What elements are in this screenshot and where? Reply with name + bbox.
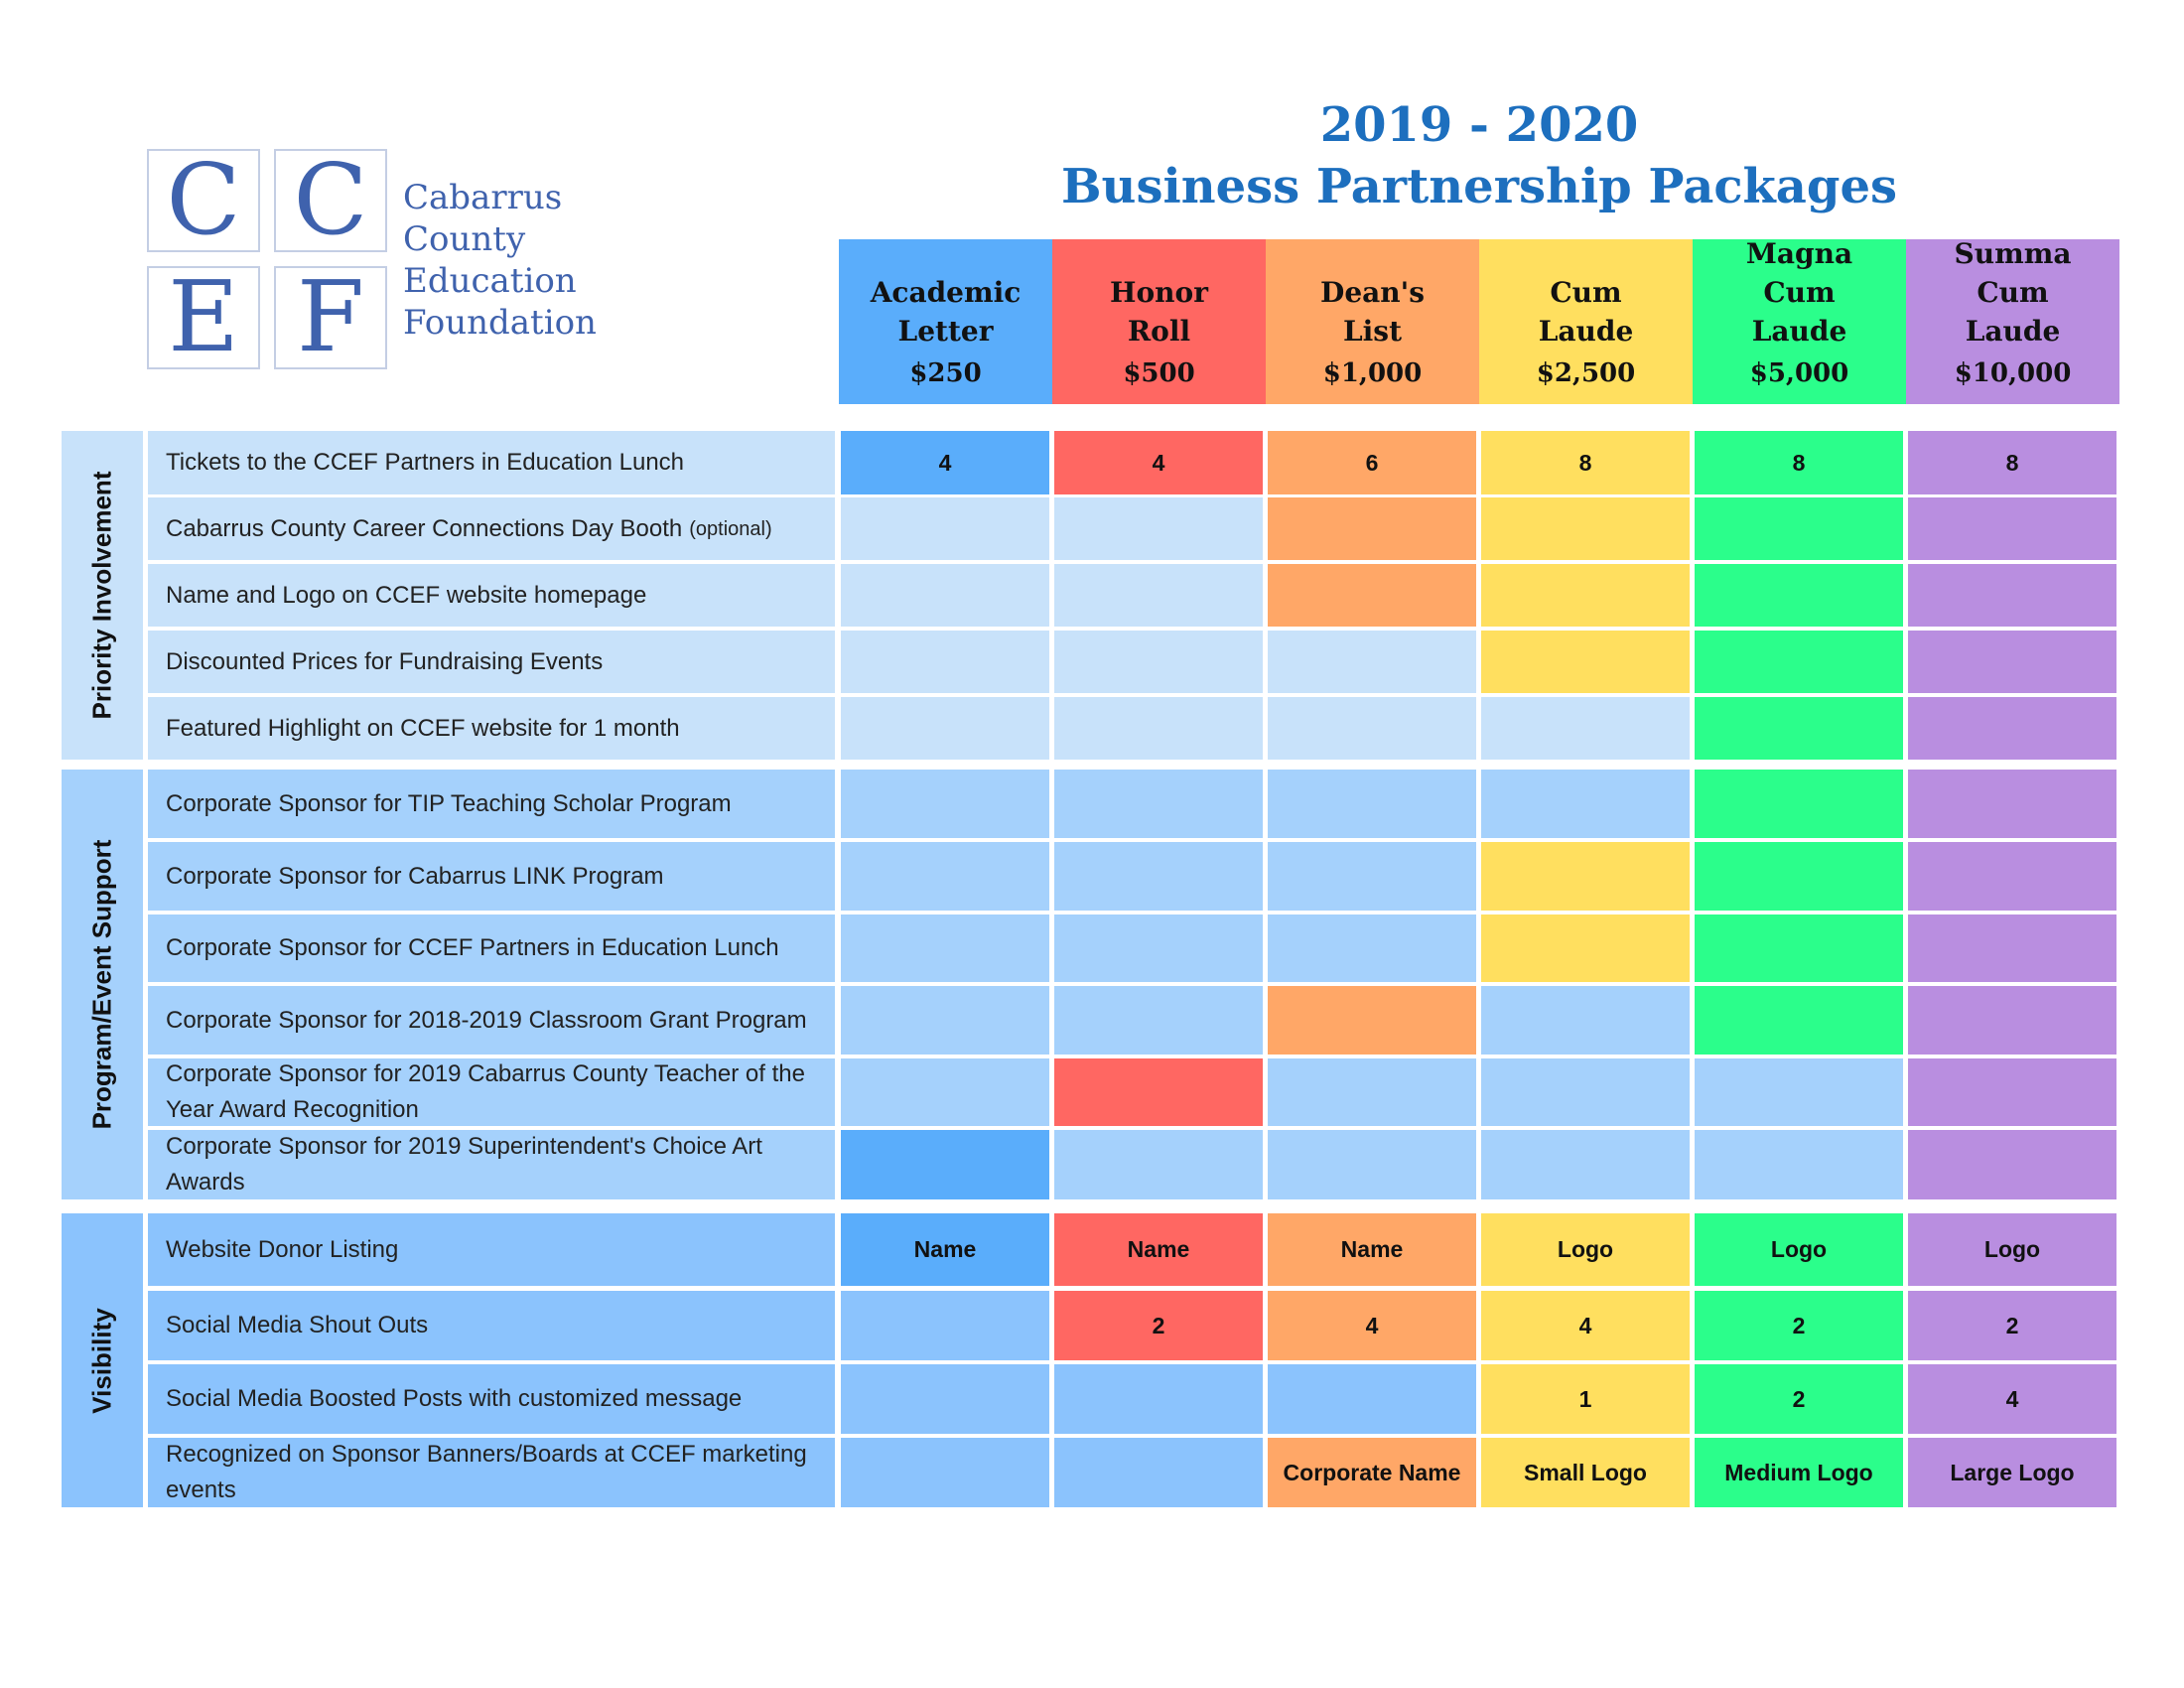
benefit-cell-included: Logo bbox=[1481, 1213, 1690, 1286]
benefit-cell-included bbox=[1695, 986, 1903, 1055]
benefit-cell-included bbox=[1908, 914, 2116, 982]
benefit-cell-included bbox=[1268, 497, 1476, 560]
benefit-cell-empty bbox=[1054, 631, 1263, 693]
benefit-label bbox=[148, 697, 835, 760]
benefit-cell-included: 1 bbox=[1481, 1364, 1690, 1434]
benefit-cell-empty bbox=[841, 631, 1049, 693]
benefit-label-text: Discounted Prices for Fundraising Events bbox=[166, 647, 604, 675]
benefit-cell-included: 8 bbox=[1481, 431, 1690, 494]
tier-name: Academic Letter bbox=[870, 276, 1022, 348]
benefit-label bbox=[148, 564, 835, 627]
benefit-cell-empty bbox=[841, 1291, 1049, 1360]
page-title-years: 2019 - 2020 bbox=[1319, 97, 1639, 153]
benefit-label bbox=[148, 431, 835, 494]
benefit-cell-empty bbox=[1481, 1058, 1690, 1126]
benefit-cell-empty bbox=[841, 914, 1049, 982]
benefit-cell-empty bbox=[1695, 1130, 1903, 1199]
benefit-cell-included bbox=[1908, 1058, 2116, 1126]
benefit-label-text: Name and Logo on CCEF website homepage bbox=[166, 581, 647, 609]
benefit-cell-included: 2 bbox=[1695, 1364, 1903, 1434]
benefit-label bbox=[148, 1213, 835, 1286]
benefit-cell-included: 4 bbox=[841, 431, 1049, 494]
benefit-label-text: Social Media Shout Outs bbox=[166, 1312, 429, 1338]
benefit-cell-included: 8 bbox=[1908, 431, 2116, 494]
section-label-1 bbox=[62, 770, 143, 1199]
benefit-cell-included: Large Logo bbox=[1908, 1438, 2116, 1507]
benefit-cell-empty bbox=[1054, 986, 1263, 1055]
benefit-cell-empty bbox=[841, 1364, 1049, 1434]
ccef-logo bbox=[147, 144, 614, 374]
benefit-label-text: Recognized on Sponsor Banners/Boards at CCEF marketing events bbox=[166, 1441, 807, 1503]
benefit-cell-empty bbox=[1268, 770, 1476, 838]
benefit-cell-included bbox=[1695, 697, 1903, 760]
benefit-cell-included bbox=[1695, 914, 1903, 982]
benefit-label-note: (optional) bbox=[689, 517, 772, 540]
tier-price: $250 bbox=[909, 358, 982, 388]
benefit-cell-empty bbox=[841, 1058, 1049, 1126]
benefit-cell-empty bbox=[1481, 697, 1690, 760]
tier-header-2 bbox=[1266, 239, 1479, 404]
tier-name: Cum Laude bbox=[1538, 276, 1634, 348]
logo-letter-c2: C bbox=[274, 149, 387, 252]
benefit-cell-included: Small Logo bbox=[1481, 1438, 1690, 1507]
benefit-cell-empty bbox=[1268, 631, 1476, 693]
tier-price: $1,000 bbox=[1322, 358, 1423, 388]
benefit-cell-included bbox=[1908, 1130, 2116, 1199]
section-title: Visibility bbox=[86, 1307, 117, 1414]
benefit-cell-included bbox=[841, 1130, 1049, 1199]
benefit-cell-included bbox=[1695, 497, 1903, 560]
benefit-cell-included: 2 bbox=[1054, 1291, 1263, 1360]
benefit-cell-empty bbox=[1268, 1130, 1476, 1199]
benefit-cell-included: 6 bbox=[1268, 431, 1476, 494]
benefit-label-text: Corporate Sponsor for TIP Teaching Scholar Program bbox=[166, 789, 732, 817]
benefit-label bbox=[148, 914, 835, 982]
benefit-label-text: Corporate Sponsor for 2019 Cabarrus County Teacher of the Year Award Recognition bbox=[166, 1060, 805, 1123]
tier-header-0 bbox=[839, 239, 1052, 404]
benefit-label bbox=[148, 1438, 835, 1507]
benefit-cell-empty bbox=[1268, 1364, 1476, 1434]
benefit-cell-empty bbox=[1268, 697, 1476, 760]
benefit-cell-included bbox=[1481, 914, 1690, 982]
benefit-cell-empty bbox=[1054, 914, 1263, 982]
tier-name: Summa Cum Laude bbox=[1954, 237, 2072, 348]
benefit-cell-included: Name bbox=[841, 1213, 1049, 1286]
benefit-cell-included: Logo bbox=[1908, 1213, 2116, 1286]
benefit-cell-included bbox=[1481, 842, 1690, 911]
benefit-cell-included bbox=[1695, 770, 1903, 838]
benefit-label bbox=[148, 497, 835, 560]
benefit-cell-included bbox=[1268, 564, 1476, 627]
benefit-cell-empty bbox=[1054, 1130, 1263, 1199]
benefit-label bbox=[148, 1291, 835, 1360]
benefit-cell-empty bbox=[1054, 842, 1263, 911]
benefit-cell-empty bbox=[841, 697, 1049, 760]
logo-word-foundation: Foundation bbox=[403, 303, 597, 343]
benefit-label-text: Website Donor Listing bbox=[166, 1235, 399, 1263]
benefit-cell-empty bbox=[841, 564, 1049, 627]
tier-header-5 bbox=[1906, 239, 2119, 404]
benefit-label bbox=[148, 986, 835, 1055]
section-title: Program/Event Support bbox=[86, 839, 117, 1130]
benefit-label-text: Corporate Sponsor for Cabarrus LINK Program bbox=[166, 862, 664, 890]
benefit-cell-included: Medium Logo bbox=[1695, 1438, 1903, 1507]
logo-word-education: Education bbox=[403, 261, 577, 301]
benefit-cell-empty bbox=[1481, 986, 1690, 1055]
benefit-label bbox=[148, 770, 835, 838]
benefit-label-text: Tickets to the CCEF Partners in Education Lunch bbox=[166, 449, 685, 476]
benefit-cell-included bbox=[1908, 842, 2116, 911]
tier-price: $5,000 bbox=[1749, 358, 1849, 388]
page-title: Business Partnership Packages bbox=[1060, 159, 1898, 214]
section-label-0 bbox=[62, 431, 143, 760]
benefit-cell-included bbox=[1268, 986, 1476, 1055]
benefit-cell-included bbox=[1054, 1058, 1263, 1126]
benefit-cell-included: Name bbox=[1054, 1213, 1263, 1286]
benefit-cell-empty bbox=[841, 497, 1049, 560]
tier-header-1 bbox=[1052, 239, 1266, 404]
logo-letter-f: F bbox=[274, 266, 387, 369]
section-title: Priority Involvement bbox=[86, 471, 117, 720]
tier-header-4 bbox=[1693, 239, 1906, 404]
benefit-label-text: Cabarrus County Career Connections Day Booth bbox=[166, 514, 683, 542]
benefit-label bbox=[148, 1130, 835, 1199]
benefit-cell-empty bbox=[1481, 1130, 1690, 1199]
benefit-cell-included: Name bbox=[1268, 1213, 1476, 1286]
benefit-label-text: Featured Highlight on CCEF website for 1 month bbox=[166, 714, 680, 742]
tier-name: Dean's List bbox=[1320, 276, 1425, 348]
benefit-cell-included bbox=[1481, 631, 1690, 693]
benefit-cell-included bbox=[1695, 631, 1903, 693]
benefit-cell-included: Corporate Name bbox=[1268, 1438, 1476, 1507]
benefit-cell-empty bbox=[841, 842, 1049, 911]
benefit-label-text: Corporate Sponsor for 2018-2019 Classroom Grant Program bbox=[166, 1006, 807, 1034]
benefit-cell-empty bbox=[1054, 697, 1263, 760]
benefit-label-text: Corporate Sponsor for 2019 Superintendent's Choice Art Awards bbox=[166, 1133, 762, 1196]
benefit-cell-included: Logo bbox=[1695, 1213, 1903, 1286]
benefit-cell-empty bbox=[1695, 1058, 1903, 1126]
tier-header-3 bbox=[1479, 239, 1693, 404]
logo-letter-c1: C bbox=[147, 149, 260, 252]
benefit-cell-included bbox=[1481, 497, 1690, 560]
benefit-cell-included bbox=[1908, 986, 2116, 1055]
benefit-cell-included: 8 bbox=[1695, 431, 1903, 494]
section-label-2 bbox=[62, 1213, 143, 1507]
benefit-cell-included bbox=[1908, 631, 2116, 693]
benefit-cell-included: 4 bbox=[1908, 1364, 2116, 1434]
benefit-label-text: Corporate Sponsor for CCEF Partners in Education Lunch bbox=[166, 934, 779, 961]
benefit-label bbox=[148, 842, 835, 911]
tier-name: Magna Cum Laude bbox=[1745, 237, 1853, 348]
benefit-cell-included bbox=[1481, 564, 1690, 627]
tier-price: $2,500 bbox=[1536, 358, 1636, 388]
benefit-cell-included bbox=[1908, 770, 2116, 838]
benefit-cell-included: 4 bbox=[1481, 1291, 1690, 1360]
benefit-cell-empty bbox=[1054, 1438, 1263, 1507]
benefit-cell-empty bbox=[1268, 842, 1476, 911]
benefit-label-text: Social Media Boosted Posts with customized message bbox=[166, 1385, 743, 1412]
benefit-cell-included bbox=[1908, 697, 2116, 760]
benefit-cell-included: 4 bbox=[1054, 431, 1263, 494]
benefit-cell-empty bbox=[1268, 914, 1476, 982]
benefit-cell-included: 2 bbox=[1695, 1291, 1903, 1360]
benefit-cell-empty bbox=[1481, 770, 1690, 838]
benefit-cell-included: 4 bbox=[1268, 1291, 1476, 1360]
logo-word-county: County bbox=[403, 219, 526, 259]
benefit-cell-empty bbox=[1054, 564, 1263, 627]
benefit-cell-included bbox=[1695, 564, 1903, 627]
benefit-cell-empty bbox=[841, 986, 1049, 1055]
benefit-label bbox=[148, 631, 835, 693]
logo-wordmark bbox=[403, 177, 597, 344]
benefit-cell-included bbox=[1695, 842, 1903, 911]
tier-name: Honor Roll bbox=[1110, 276, 1208, 348]
benefit-cell-empty bbox=[841, 770, 1049, 838]
tier-price: $10,000 bbox=[1954, 358, 2072, 388]
benefit-cell-empty bbox=[1054, 1364, 1263, 1434]
logo-word-cabarrus: Cabarrus bbox=[403, 178, 563, 217]
benefit-cell-empty bbox=[1054, 497, 1263, 560]
benefit-cell-included: 2 bbox=[1908, 1291, 2116, 1360]
benefit-label bbox=[148, 1058, 835, 1126]
logo-letter-e: E bbox=[147, 266, 260, 369]
benefit-label bbox=[148, 1364, 835, 1434]
tier-price: $500 bbox=[1123, 358, 1195, 388]
benefit-cell-empty bbox=[841, 1438, 1049, 1507]
benefit-cell-empty bbox=[1268, 1058, 1476, 1126]
benefit-cell-empty bbox=[1054, 770, 1263, 838]
benefit-cell-included bbox=[1908, 564, 2116, 627]
benefit-cell-included bbox=[1908, 497, 2116, 560]
